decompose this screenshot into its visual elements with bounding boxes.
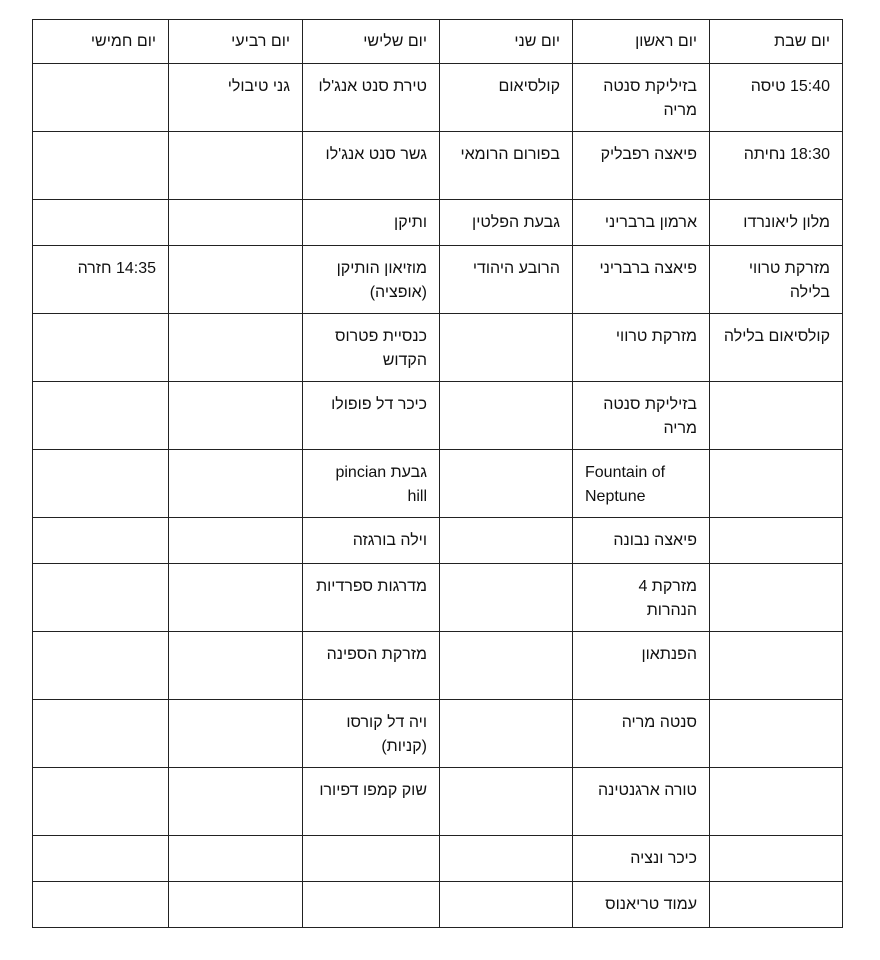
table-cell: פיאצה ברבריני bbox=[573, 246, 710, 314]
table-cell bbox=[710, 700, 843, 768]
table-cell bbox=[710, 836, 843, 882]
table-cell: ארמון ברבריני bbox=[573, 200, 710, 246]
table-cell bbox=[33, 200, 169, 246]
table-cell bbox=[169, 768, 303, 836]
table-cell bbox=[440, 882, 573, 928]
table-cell: פיאצה רפבליק bbox=[573, 132, 710, 200]
table-cell: ויה דל קורסו (קניות) bbox=[303, 700, 440, 768]
table-cell bbox=[710, 450, 843, 518]
table-cell bbox=[303, 882, 440, 928]
table-cell bbox=[33, 450, 169, 518]
table-cell bbox=[169, 314, 303, 382]
table-cell: 18:30 נחיתה bbox=[710, 132, 843, 200]
table-cell: סנטה מריה bbox=[573, 700, 710, 768]
table-cell bbox=[710, 518, 843, 564]
table-cell: גבעת הפלטין bbox=[440, 200, 573, 246]
table-cell: בזיליקת סנטה מריה bbox=[573, 64, 710, 132]
table-cell: Fountain of Neptune bbox=[573, 450, 710, 518]
table-cell: מוזיאון הותיקן (אופציה) bbox=[303, 246, 440, 314]
table-cell bbox=[33, 632, 169, 700]
table-cell bbox=[169, 518, 303, 564]
table-cell bbox=[710, 632, 843, 700]
table-cell bbox=[440, 632, 573, 700]
table-cell: בזיליקת סנטה מריה bbox=[573, 382, 710, 450]
table-cell bbox=[169, 200, 303, 246]
table-cell: הרובע היהודי bbox=[440, 246, 573, 314]
table-cell bbox=[33, 132, 169, 200]
header-cell: יום שלישי bbox=[303, 20, 440, 64]
table-cell: מזרקת 4 הנהרות bbox=[573, 564, 710, 632]
table-cell bbox=[33, 518, 169, 564]
table-cell: מזרקת טרווי בלילה bbox=[710, 246, 843, 314]
table-row bbox=[33, 518, 843, 564]
table-cell bbox=[33, 564, 169, 632]
table-cell: עמוד טריאנוס bbox=[573, 882, 710, 928]
table-cell bbox=[440, 450, 573, 518]
table-cell bbox=[169, 132, 303, 200]
table-cell bbox=[440, 700, 573, 768]
table-cell: פיאצה נבונה bbox=[573, 518, 710, 564]
table-row bbox=[33, 132, 843, 200]
header-cell: יום שני bbox=[440, 20, 573, 64]
table-cell bbox=[33, 382, 169, 450]
table-cell: מזרקת הספינה bbox=[303, 632, 440, 700]
table-row bbox=[33, 246, 843, 314]
table-cell: מזרקת טרווי bbox=[573, 314, 710, 382]
table-cell bbox=[440, 836, 573, 882]
table-cell bbox=[33, 836, 169, 882]
table-cell: מדרגות ספרדיות bbox=[303, 564, 440, 632]
table-cell bbox=[33, 700, 169, 768]
table-cell bbox=[169, 882, 303, 928]
itinerary-table bbox=[32, 19, 843, 928]
table-cell: כנסיית פטרוס הקדוש bbox=[303, 314, 440, 382]
table-row bbox=[33, 632, 843, 700]
table-cell bbox=[33, 882, 169, 928]
header-cell: יום רביעי bbox=[169, 20, 303, 64]
table-row bbox=[33, 382, 843, 450]
table-cell bbox=[33, 314, 169, 382]
table-cell: שוק קמפו דפיורו bbox=[303, 768, 440, 836]
table-cell: טירת סנט אנג'לו bbox=[303, 64, 440, 132]
table-cell: 14:35 חזרה bbox=[33, 246, 169, 314]
header-cell: יום חמישי bbox=[33, 20, 169, 64]
table-cell: הפנתאון bbox=[573, 632, 710, 700]
table-cell: וילה בורגזה bbox=[303, 518, 440, 564]
table-row bbox=[33, 882, 843, 928]
table-cell bbox=[169, 450, 303, 518]
table-cell: גבעת pincian hill bbox=[303, 450, 440, 518]
table-cell: קולסיאום בלילה bbox=[710, 314, 843, 382]
table-cell bbox=[169, 246, 303, 314]
table-cell bbox=[33, 768, 169, 836]
table-row bbox=[33, 314, 843, 382]
table-cell bbox=[169, 564, 303, 632]
table-row bbox=[33, 564, 843, 632]
header-row bbox=[33, 20, 843, 64]
table-row bbox=[33, 768, 843, 836]
table-cell bbox=[710, 882, 843, 928]
table-row bbox=[33, 200, 843, 246]
table-cell: בפורום הרומאי bbox=[440, 132, 573, 200]
table-cell: גשר סנט אנג'לו bbox=[303, 132, 440, 200]
table-cell: קולסיאום bbox=[440, 64, 573, 132]
table-cell bbox=[440, 382, 573, 450]
table-cell bbox=[440, 518, 573, 564]
table-cell bbox=[710, 564, 843, 632]
table-row bbox=[33, 700, 843, 768]
table-cell bbox=[440, 314, 573, 382]
table-cell bbox=[710, 768, 843, 836]
table-row bbox=[33, 450, 843, 518]
table-cell: כיכר דל פופולו bbox=[303, 382, 440, 450]
table-row bbox=[33, 836, 843, 882]
table-cell bbox=[303, 836, 440, 882]
table-cell bbox=[33, 64, 169, 132]
table-cell bbox=[440, 564, 573, 632]
table-cell: 15:40 טיסה bbox=[710, 64, 843, 132]
table-cell bbox=[169, 836, 303, 882]
table-cell: גני טיבולי bbox=[169, 64, 303, 132]
table-cell bbox=[169, 382, 303, 450]
table-cell bbox=[169, 700, 303, 768]
header-cell: יום ראשון bbox=[573, 20, 710, 64]
table-cell: טורה ארגנטינה bbox=[573, 768, 710, 836]
header-cell: יום שבת bbox=[710, 20, 843, 64]
table-cell bbox=[710, 382, 843, 450]
table-cell: ותיקן bbox=[303, 200, 440, 246]
table-cell bbox=[169, 632, 303, 700]
table-cell bbox=[440, 768, 573, 836]
table-row bbox=[33, 64, 843, 132]
table-cell: מלון ליאונרדו bbox=[710, 200, 843, 246]
table-cell: כיכר ונציה bbox=[573, 836, 710, 882]
